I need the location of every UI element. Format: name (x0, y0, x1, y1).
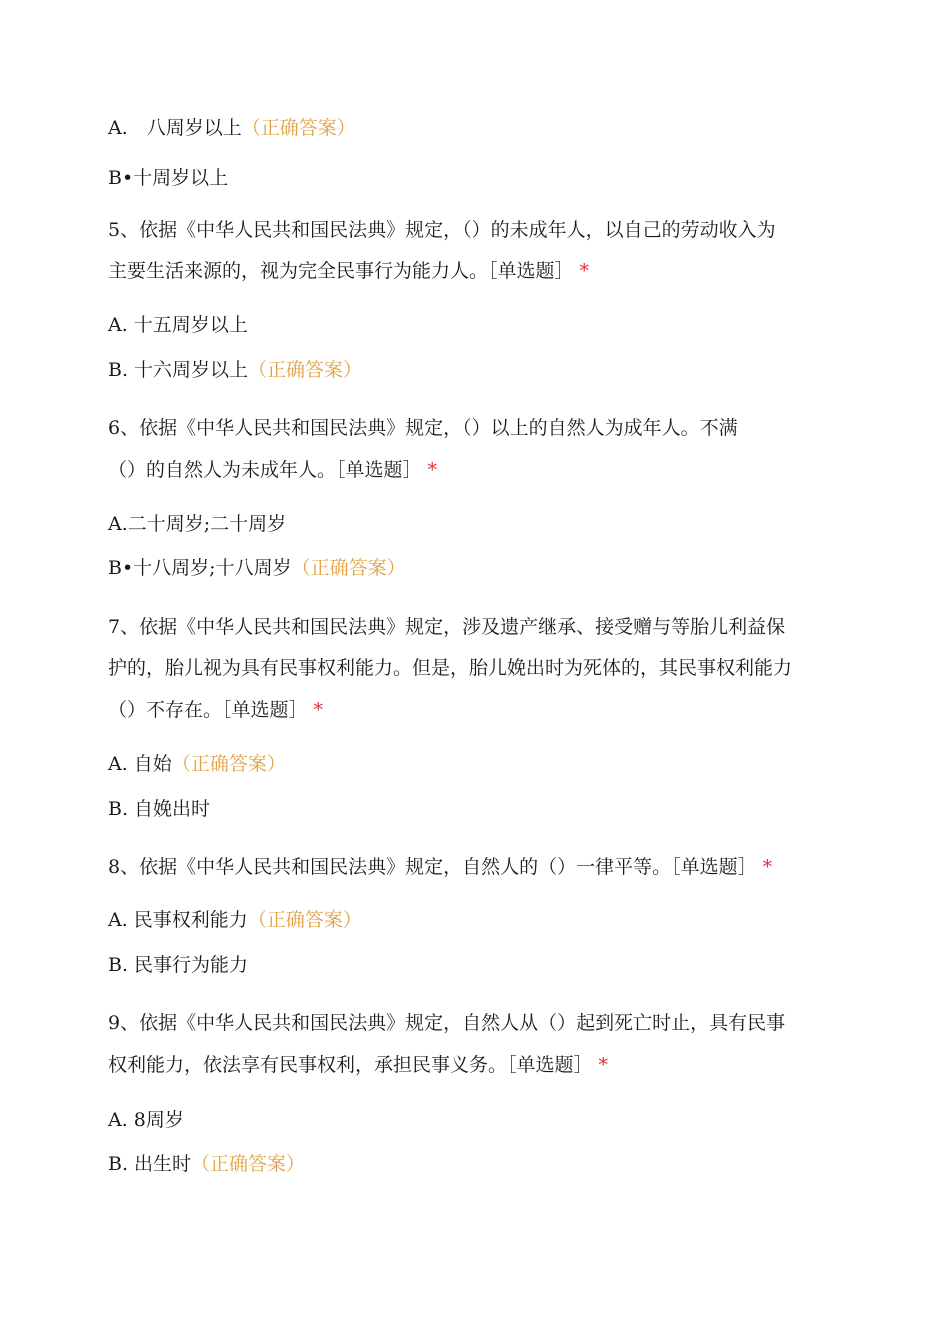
q7-option-b: B. 自娩出时 (108, 798, 211, 820)
q7-option-a: A. 自始（正确答案） (108, 753, 286, 775)
q4-option-a: A. 八周岁以上（正确答案） (108, 117, 356, 139)
correct-answer-tag: （正确答案） (241, 117, 356, 139)
q5-text-line1: 5、依据《中华人民共和国民法典》规定，（）的未成年人，以自己的劳动收入为 (108, 219, 776, 241)
q9-text-line2: 权利能力，依法享有民事权利，承担民事义务。［单选题］ * (108, 1054, 609, 1076)
q9-option-b: B. 出生时（正确答案） (108, 1153, 306, 1175)
required-mark: * (427, 459, 438, 481)
q6-option-b: B•十八周岁;十八周岁（正确答案） (108, 557, 406, 579)
q5-text-line2: 主要生活来源的，视为完全民事行为能力人。［单选题］ * (108, 260, 590, 282)
q8-option-a: A. 民事权利能力（正确答案） (108, 909, 362, 931)
q8-option-b: B. 民事行为能力 (108, 954, 249, 976)
correct-answer-tag: （正确答案） (247, 909, 362, 931)
required-mark: * (579, 260, 590, 282)
q9-option-a: A. 8周岁 (108, 1109, 184, 1131)
q7-text-line1: 7、依据《中华人民共和国民法典》规定，涉及遗产继承、接受赠与等胎儿利益保 (108, 616, 786, 638)
q7-text-line3: （）不存在。［单选题］ * (108, 699, 324, 721)
correct-answer-tag: （正确答案） (248, 359, 363, 381)
question-type-tag: ［单选题］ (336, 459, 422, 481)
required-mark: * (313, 699, 324, 721)
q5-option-b: B. 十六周岁以上（正确答案） (108, 359, 363, 381)
question-type-tag: ［单选题］ (671, 856, 757, 878)
q9-text-line1: 9、依据《中华人民共和国民法典》规定，自然人从（）起到死亡时止，具有民事 (108, 1012, 786, 1034)
question-type-tag: ［单选题］ (507, 1054, 593, 1076)
question-type-tag: ［单选题］ (488, 260, 574, 282)
q6-option-a: A.二十周岁;二十周岁 (108, 513, 287, 535)
q5-option-a: A. 十五周岁以上 (108, 314, 248, 336)
required-mark: * (762, 856, 773, 878)
required-mark: * (598, 1054, 609, 1076)
correct-answer-tag: （正确答案） (291, 557, 406, 579)
correct-answer-tag: （正确答案） (191, 1153, 306, 1175)
q8-text-line1: 8、依据《中华人民共和国民法典》规定，自然人的（）一律平等。［单选题］ * (108, 856, 773, 878)
correct-answer-tag: （正确答案） (171, 753, 286, 775)
question-type-tag: ［单选题］ (222, 699, 308, 721)
q6-text-line1: 6、依据《中华人民共和国民法典》规定，（）以上的自然人为成年人。不满 (108, 417, 738, 439)
q7-text-line2: 护的，胎儿视为具有民事权利能力。但是，胎儿娩出时为死体的，其民事权利能力 (108, 657, 793, 679)
q6-text-line2: （）的自然人为未成年人。［单选题］ * (108, 459, 438, 481)
q4-option-b: B•十周岁以上 (108, 167, 229, 189)
